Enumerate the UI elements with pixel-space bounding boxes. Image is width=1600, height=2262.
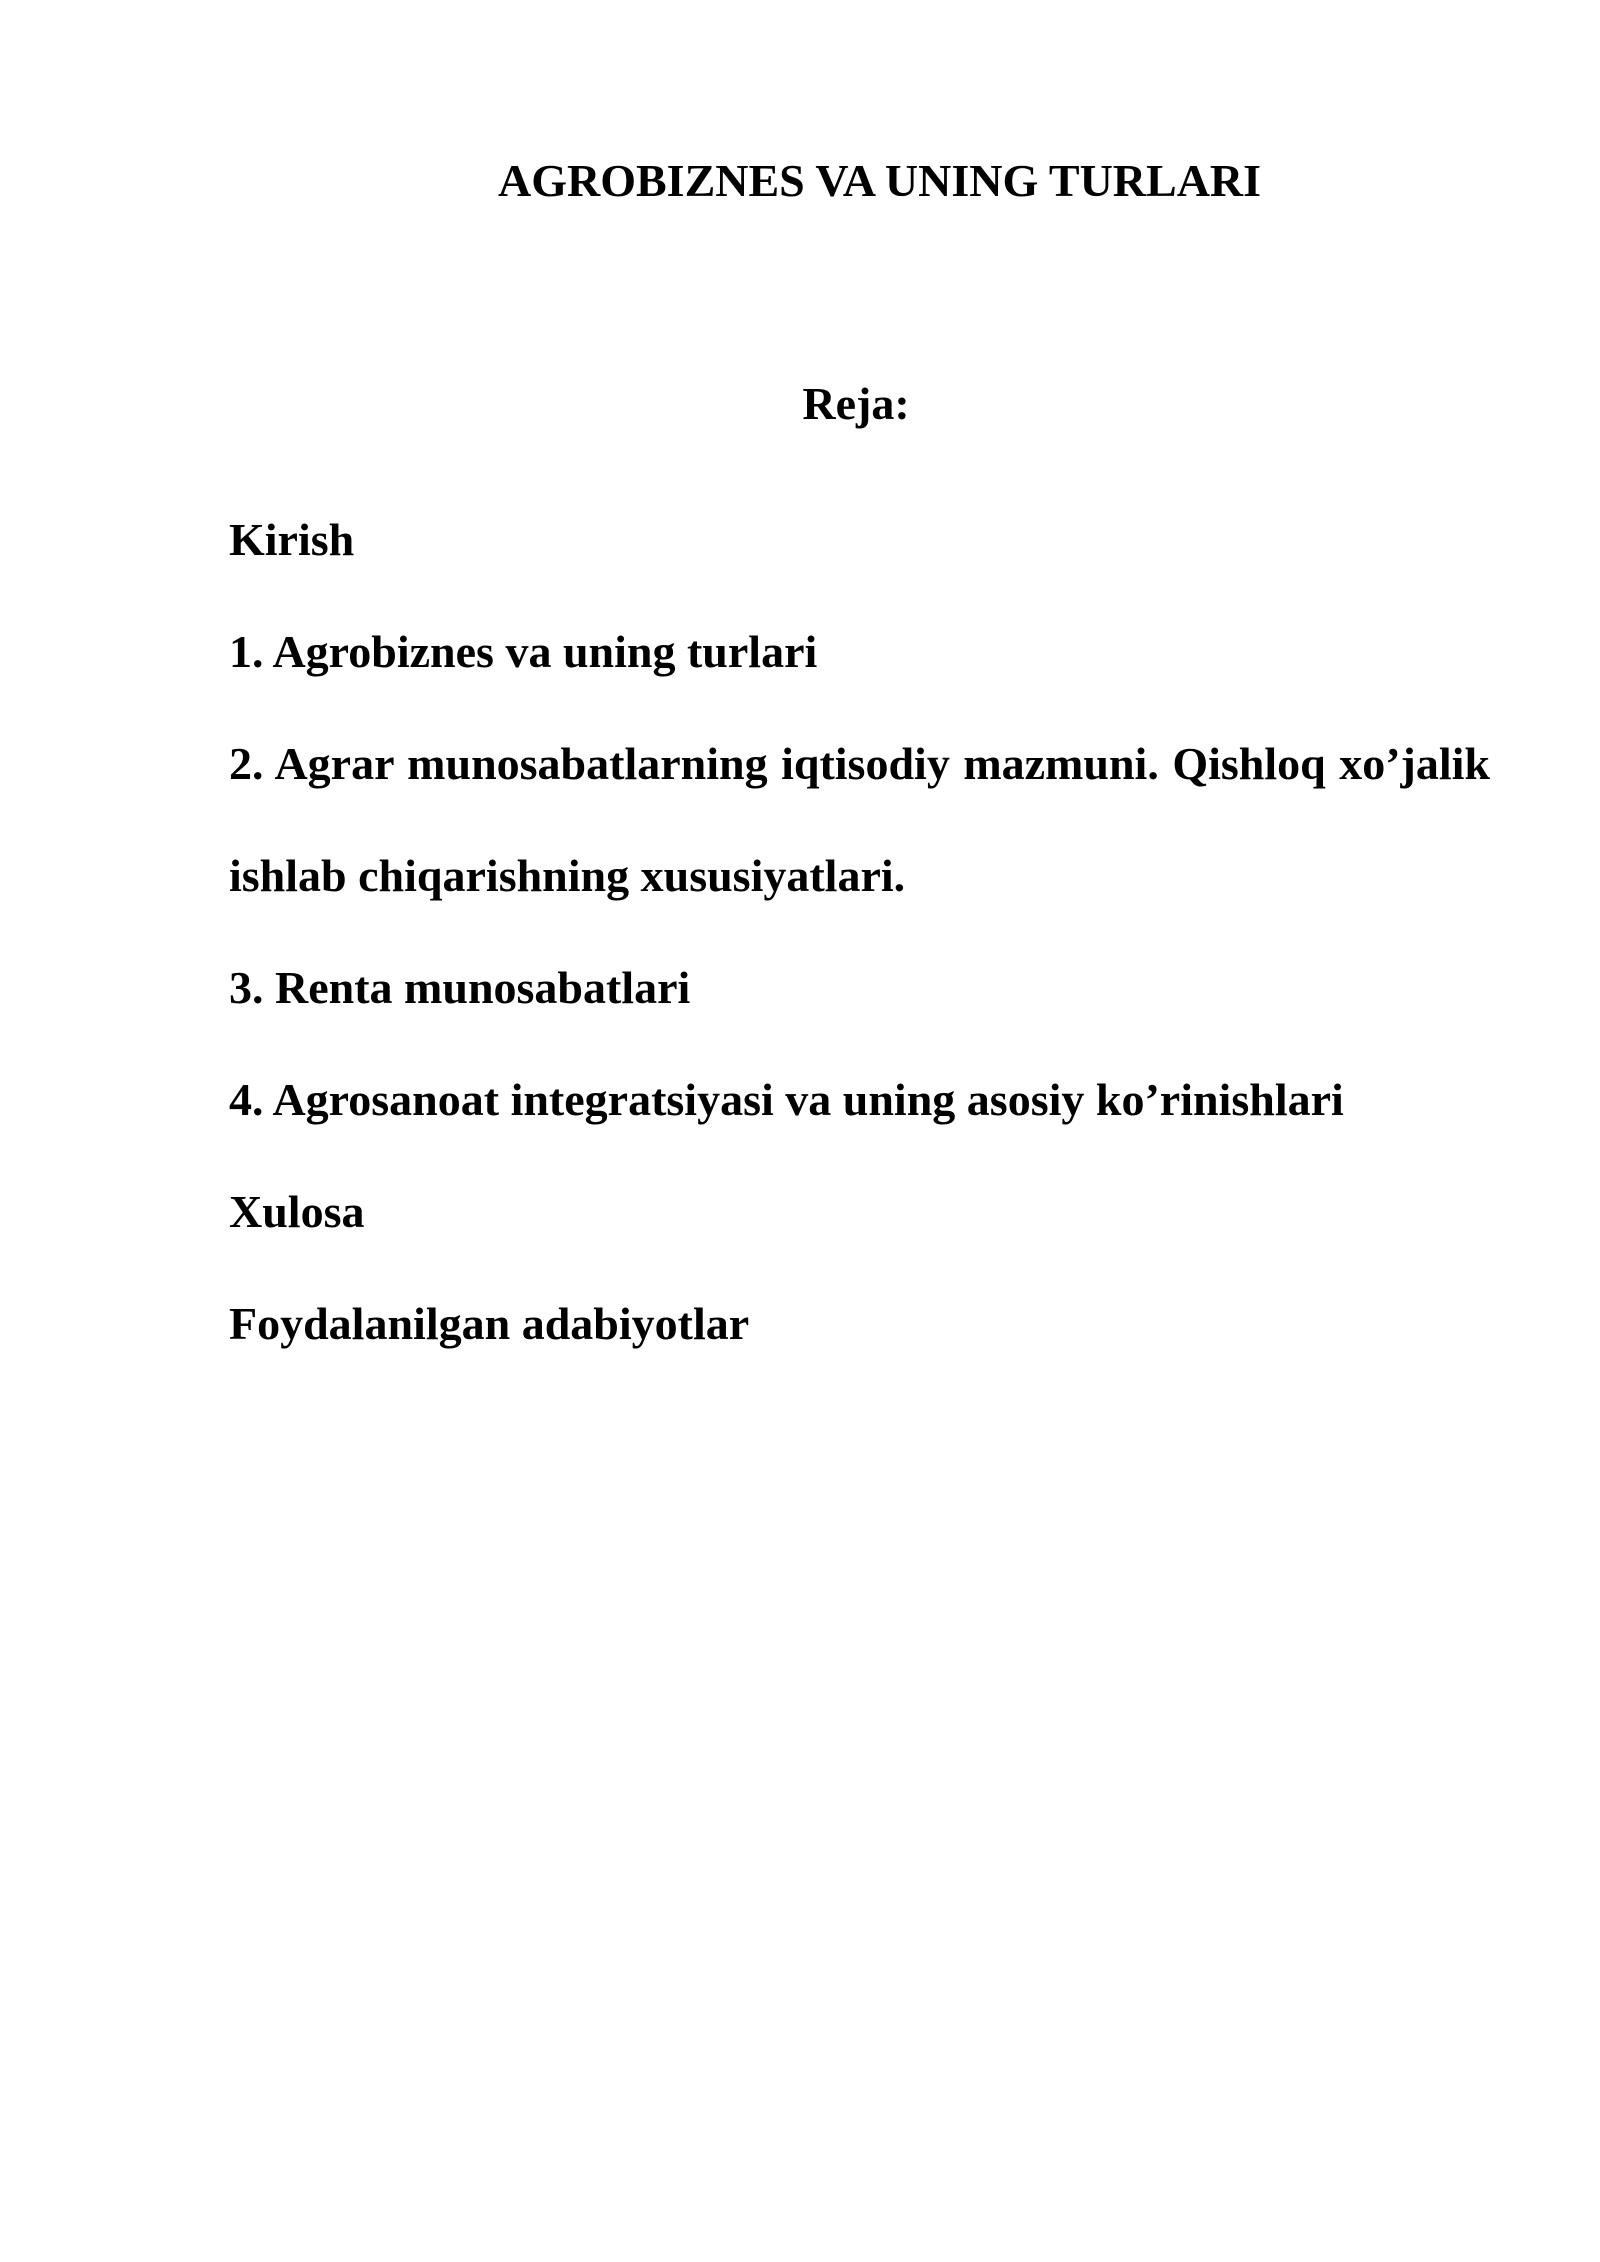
plan-item-introduction: Kirish xyxy=(229,514,355,565)
plan-item-2: 2. Agrar munosabatlarning iqtisodiy mazmuni. Qishloq xo’jalik ishlab chiqarishning xususiyatlari. xyxy=(229,738,1490,901)
plan-item-3: 3. Renta munosabatlari xyxy=(229,962,691,1013)
plan-item-4: 4. Agrosanoat integratsiyasi va uning asosiy ko’rinishlari xyxy=(229,1074,1344,1125)
document-title: AGROBIZNES VA UNING TURLARI xyxy=(498,155,1262,206)
plan-item-conclusion: Xulosa xyxy=(229,1186,365,1237)
plan-heading: Reja: xyxy=(802,378,910,429)
plan-item-references: Foydalanilgan adabiyotlar xyxy=(229,1298,750,1349)
plan-item-1: 1. Agrobiznes va uning turlari xyxy=(229,626,818,677)
plan-list xyxy=(229,484,1490,1380)
